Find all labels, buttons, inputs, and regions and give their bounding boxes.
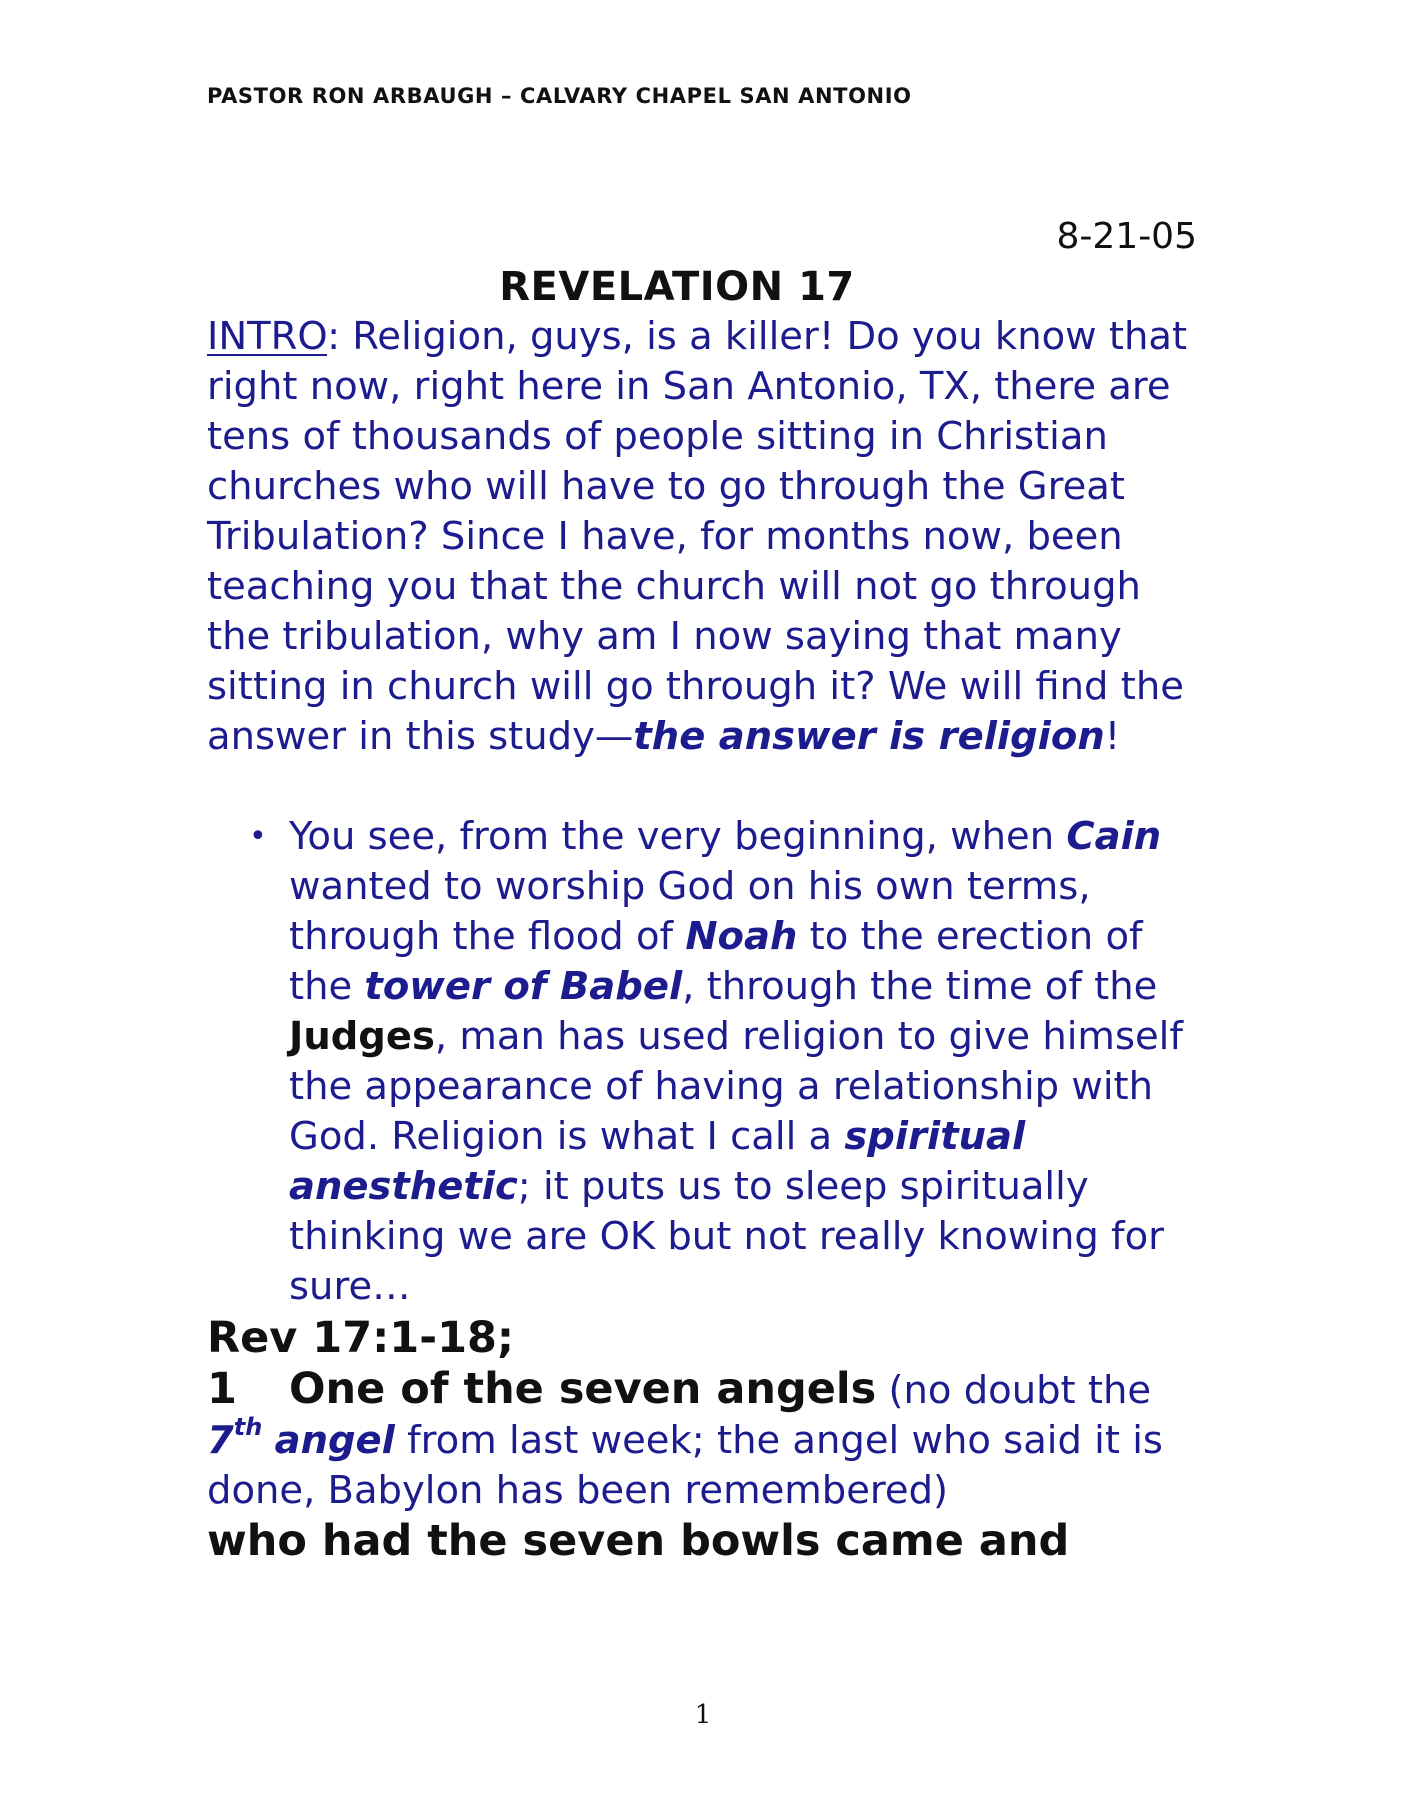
blank-line xyxy=(207,762,1207,812)
page-header: PASTOR RON ARBAUGH – CALVARY CHAPEL SAN ANTONIO xyxy=(207,84,912,108)
verse-angel: angel xyxy=(274,1418,395,1463)
intro-label: INTRO xyxy=(207,314,328,359)
document-date: 8-21-05 xyxy=(1056,216,1197,257)
scripture-reference: Rev 17:1-18; xyxy=(207,1313,515,1363)
bullet-item xyxy=(207,812,1207,1312)
verse-seventh: 7 xyxy=(207,1418,234,1463)
bullet-judges: Judges xyxy=(289,1014,435,1059)
bullet-babel: tower of Babel xyxy=(364,964,683,1009)
bullet-text: You see, from the very beginning, when xyxy=(289,814,1067,859)
intro-end: ! xyxy=(1104,714,1121,759)
bullet-text: , through the time of the xyxy=(682,964,1158,1009)
bullet-text: , man has used religion to give himself the appearance of having a relationship with God. Religion is what I call a xyxy=(289,1014,1183,1159)
verse-commentary: (no doubt the xyxy=(876,1368,1152,1413)
bullet-text: ; it puts us to sleep spiritually thinking we are OK but not really knowing for sure… xyxy=(289,1164,1164,1309)
verse-number: 1 xyxy=(207,1364,237,1414)
bullet-cain: Cain xyxy=(1066,814,1162,859)
page-number: 1 xyxy=(694,1700,712,1730)
verse-superscript: th xyxy=(233,1413,263,1442)
bullet-text: to the erection of the xyxy=(289,914,1143,1009)
bullet-noah: Noah xyxy=(685,914,798,959)
verse-bold-end: who had the seven bowls came and xyxy=(207,1516,1070,1566)
intro-paragraph xyxy=(207,312,1207,762)
document-body xyxy=(207,212,1207,1566)
verse-paragraph xyxy=(207,1364,1207,1566)
intro-emphasis: the answer is religion xyxy=(633,714,1105,759)
intro-text: : Religion, guys, is a killer! Do you know that right now, right here in San Antonio, TX, there are tens of thousands of people sitting in Christian churches who will have to go through the Great Tribulation? Since I have, for months now, been teaching you that the church will not go through the tribulation, why am I now saying that many sitting in church will go through it? We will find the answer in this study— xyxy=(207,314,1188,759)
bullet-text: wanted to worship God on his own terms, through the flood of xyxy=(289,864,1091,959)
bullet-dot-icon: • xyxy=(249,819,267,854)
verse-bold-start: One of the seven angels xyxy=(289,1364,877,1414)
bullet-anesthetic: spiritual anesthetic xyxy=(289,1114,1026,1209)
document-title: REVELATION 17 xyxy=(499,264,855,310)
verse-commentary: from last week; the angel who said it is done, Babylon has been remembered) xyxy=(207,1418,1163,1513)
